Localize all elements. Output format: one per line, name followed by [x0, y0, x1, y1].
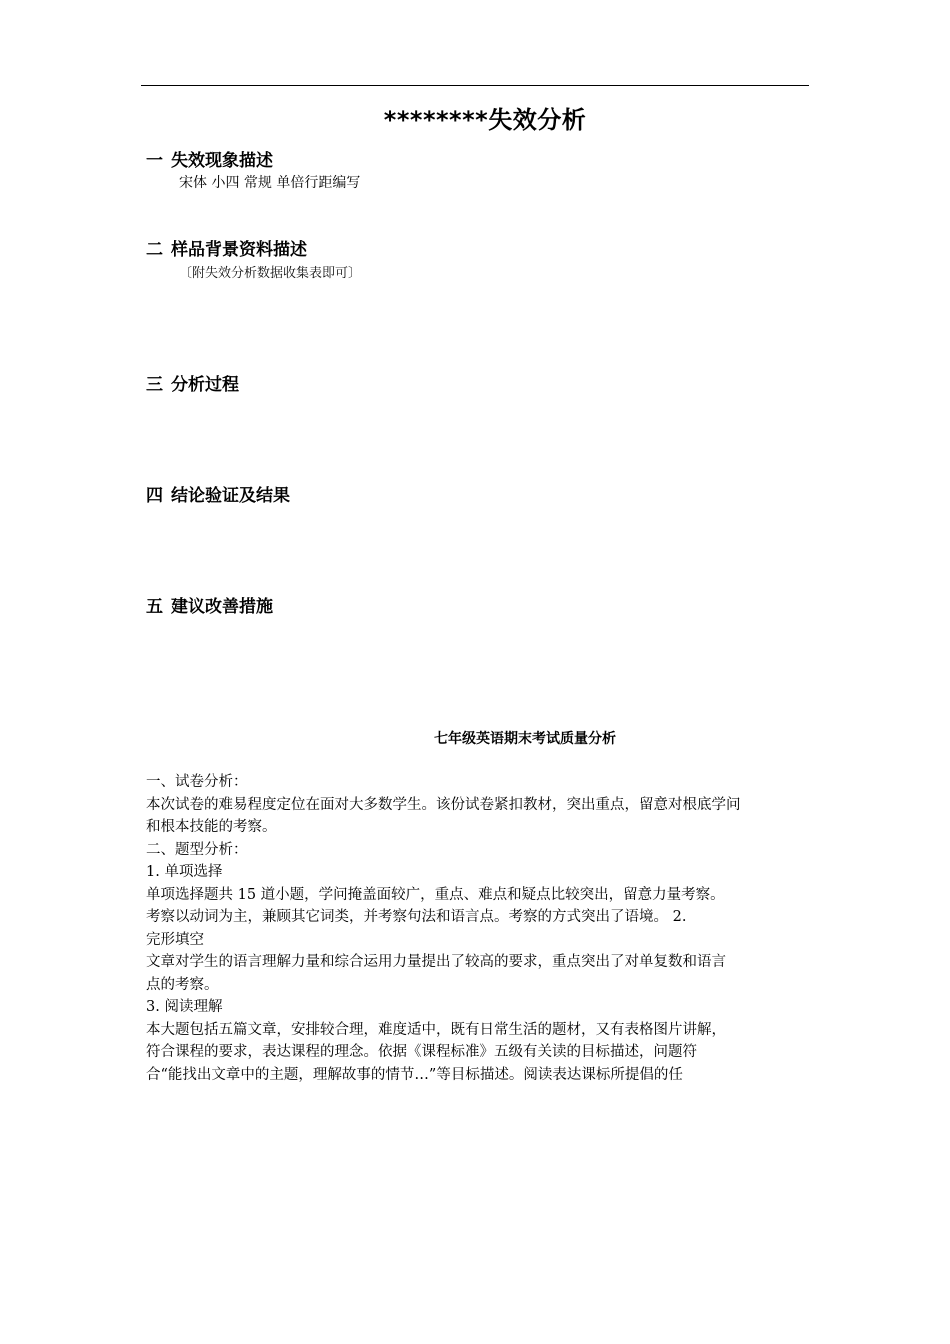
- analysis-title: 七年级英语期末考试质量分析: [434, 731, 616, 747]
- body-line: 单项选择题共 15 道小题，学问掩盖面较广，重点、难点和疑点比较突出，留意力量考察。: [146, 886, 725, 903]
- section-note-2: 〔附失效分析数据收集表即可〕: [179, 266, 362, 281]
- body-line: 合“能找出文章中的主题，理解故事的情节…”等目标描述。阅读表达课标所提倡的任: [146, 1066, 683, 1083]
- analysis-body: [146, 771, 826, 1086]
- body-line: 文章对学生的语言理解力量和综合运用力量提出了较高的要求，重点突出了对单复数和语言: [146, 954, 726, 970]
- section-number: 二: [146, 240, 163, 260]
- section-label: 结论验证及结果: [171, 486, 290, 506]
- body-line: 二、题型分析：: [146, 841, 248, 858]
- section-number: 一: [146, 151, 163, 171]
- section-note-1: 宋体 小四 常规 单倍行距编写: [179, 175, 361, 191]
- section-number: 五: [146, 597, 163, 617]
- section-heading-3: [146, 370, 239, 395]
- top-rule: [141, 85, 809, 86]
- section-label: 建议改善措施: [171, 597, 273, 617]
- body-line: 一、试卷分析：: [146, 774, 248, 790]
- body-line: 和根本技能的考察。: [146, 819, 277, 835]
- document-title: ********失效分析: [383, 106, 587, 134]
- body-line: 1. 单项选择: [146, 864, 223, 880]
- body-line: 完形填空: [146, 931, 204, 948]
- section-label: 样品背景资料描述: [171, 240, 307, 260]
- section-heading-4: [146, 481, 290, 506]
- body-line: 点的考察。: [146, 976, 219, 993]
- section-heading-5: [146, 592, 273, 617]
- body-line: 本大题包括五篇文章，安排较合理，难度适中，既有日常生活的题材，又有表格图片讲解，: [146, 1021, 726, 1038]
- section-heading-2: [146, 235, 307, 260]
- section-number: 三: [146, 375, 163, 395]
- body-line: 考察以动词为主，兼顾其它词类，并考察句法和语言点。考察的方式突出了语境。 2.: [146, 909, 687, 925]
- body-line: 3. 阅读理解: [146, 999, 223, 1015]
- section-heading-1: [146, 146, 273, 171]
- section-label: 失效现象描述: [171, 151, 273, 171]
- body-line: 符合课程的要求，表达课程的理念。依据《课程标准》五级有关读的目标描述，问题符: [146, 1044, 697, 1060]
- section-number: 四: [146, 486, 163, 506]
- body-line: 本次试卷的难易程度定位在面对大多数学生。该份试卷紧扣教材，突出重点，留意对根底学问: [146, 796, 741, 813]
- section-label: 分析过程: [171, 375, 239, 395]
